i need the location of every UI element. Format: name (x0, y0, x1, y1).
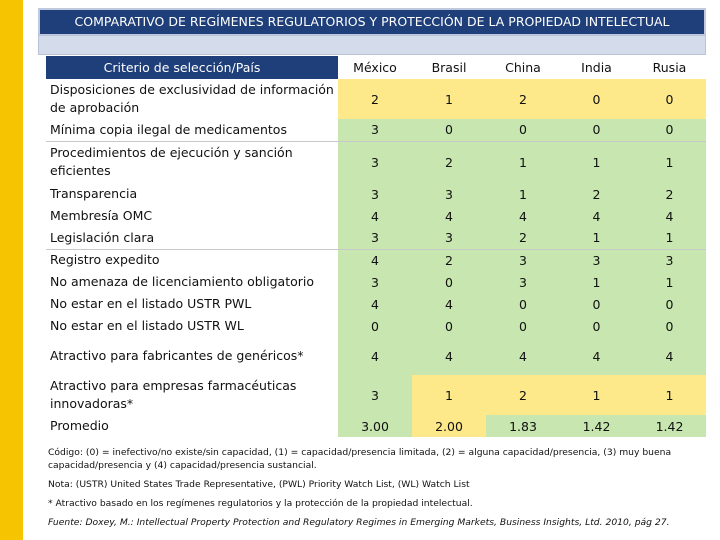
score-cell: 0 (412, 271, 486, 293)
score-cell: 0 (338, 315, 412, 337)
score-cell: 3.00 (338, 415, 412, 437)
score-cell: 3 (338, 141, 412, 183)
score-cell: 0 (560, 293, 633, 315)
subtitle-bar (38, 35, 706, 55)
score-cell: 4 (338, 337, 412, 375)
criterion-label: Atractivo para empresas farmacéuticas innovadoras* (46, 375, 338, 415)
score-cell: 3 (412, 183, 486, 205)
score-cell: 0 (486, 293, 560, 315)
country-header: India (560, 56, 633, 79)
code-note: Código: (0) = inefectivo/no existe/sin capacidad, (1) = capacidad/presencia limitada, (2) = alguna capacidad/presencia, (3) muy buena capacidad/presencia y (4) capacidad/presencia sustancial. (48, 447, 672, 471)
table-row (46, 141, 706, 183)
score-cell: 2 (560, 183, 633, 205)
score-cell: 1 (486, 141, 560, 183)
score-cell: 4 (338, 249, 412, 271)
country-header: México (338, 56, 412, 79)
table-row (46, 79, 706, 119)
score-cell: 1.42 (633, 415, 706, 437)
score-cell: 1 (633, 141, 706, 183)
score-cell: 0 (560, 79, 633, 119)
score-cell: 1 (486, 183, 560, 205)
criterion-label: Mínima copia ilegal de medicamentos (46, 119, 338, 141)
score-cell: 1 (560, 227, 633, 249)
score-cell: 2 (412, 141, 486, 183)
score-cell: 0 (486, 315, 560, 337)
score-cell: 0 (486, 119, 560, 141)
score-cell: 3 (338, 119, 412, 141)
country-header: Rusia (633, 56, 706, 79)
asterisk-note: * Atractivo basado en los regímenes regulatorios y la protección de la propiedad intelectual. (48, 498, 473, 509)
table-body (46, 79, 706, 437)
score-cell: 4 (560, 337, 633, 375)
table-row (46, 315, 706, 337)
score-cell: 4 (633, 205, 706, 227)
table-row (46, 183, 706, 205)
criterion-label: Membresía OMC (46, 205, 338, 227)
table-row (46, 415, 706, 437)
score-cell: 3 (633, 249, 706, 271)
score-cell: 1 (560, 271, 633, 293)
table-row (46, 337, 706, 375)
score-cell: 1.83 (486, 415, 560, 437)
table-row (46, 227, 706, 249)
score-cell: 3 (338, 271, 412, 293)
score-cell: 0 (412, 119, 486, 141)
table-row (46, 205, 706, 227)
score-cell: 0 (633, 119, 706, 141)
score-cell: 3 (412, 227, 486, 249)
score-cell: 0 (633, 315, 706, 337)
criterion-label: No amenaza de licenciamiento obligatorio (46, 271, 338, 293)
score-cell: 2 (412, 249, 486, 271)
score-cell: 4 (412, 205, 486, 227)
source-note: Fuente: Doxey, M.: Intellectual Property Protection and Regulatory Regimes in Emerging Markets, Business Insights, Ltd. 2010, pág 27. (48, 517, 670, 528)
page-title: COMPARATIVO DE REGÍMENES REGULATORIOS Y PROTECCIÓN DE LA PROPIEDAD INTELECTUAL (38, 8, 706, 36)
score-cell: 2 (338, 79, 412, 119)
table-row (46, 249, 706, 271)
score-cell: 3 (338, 375, 412, 415)
score-cell: 1 (412, 375, 486, 415)
score-cell: 2.00 (412, 415, 486, 437)
comparison-table (46, 56, 706, 437)
abbrev-note: Nota: (USTR) United States Trade Representative, (PWL) Priority Watch List, (WL) Watch List (48, 479, 470, 490)
accent-bar (0, 0, 23, 540)
table-row (46, 119, 706, 141)
score-cell: 2 (486, 375, 560, 415)
score-cell: 4 (486, 205, 560, 227)
score-cell: 1 (633, 271, 706, 293)
table-row (46, 271, 706, 293)
score-cell: 3 (338, 183, 412, 205)
table-header-row (46, 56, 706, 79)
score-cell: 2 (486, 79, 560, 119)
score-cell: 0 (633, 293, 706, 315)
score-cell: 1.42 (560, 415, 633, 437)
criterion-label: No estar en el listado USTR WL (46, 315, 338, 337)
criterion-label: No estar en el listado USTR PWL (46, 293, 338, 315)
score-cell: 3 (338, 227, 412, 249)
score-cell: 4 (338, 293, 412, 315)
score-cell: 4 (412, 337, 486, 375)
table-row (46, 293, 706, 315)
score-cell: 3 (486, 271, 560, 293)
criterion-label: Promedio (46, 415, 338, 437)
score-cell: 4 (560, 205, 633, 227)
criterion-label: Disposiciones de exclusividad de información de aprobación (46, 79, 338, 119)
score-cell: 2 (486, 227, 560, 249)
score-cell: 4 (486, 337, 560, 375)
score-cell: 1 (633, 227, 706, 249)
country-header: Brasil (412, 56, 486, 79)
score-cell: 4 (633, 337, 706, 375)
criterion-label: Atractivo para fabricantes de genéricos* (46, 337, 338, 375)
criterion-label: Legislación clara (46, 227, 338, 249)
score-cell: 4 (338, 205, 412, 227)
score-cell: 1 (633, 375, 706, 415)
score-cell: 3 (560, 249, 633, 271)
score-cell: 0 (560, 119, 633, 141)
criterion-label: Transparencia (46, 183, 338, 205)
score-cell: 2 (633, 183, 706, 205)
table-row (46, 375, 706, 415)
score-cell: 1 (560, 375, 633, 415)
score-cell: 4 (412, 293, 486, 315)
notes-section (48, 446, 708, 535)
criterion-label: Procedimientos de ejecución y sanción eficientes (46, 141, 338, 183)
score-cell: 0 (633, 79, 706, 119)
criterion-header: Criterio de selección/País (46, 56, 338, 79)
score-cell: 0 (560, 315, 633, 337)
score-cell: 0 (412, 315, 486, 337)
country-header: China (486, 56, 560, 79)
criterion-label: Registro expedito (46, 249, 338, 271)
score-cell: 1 (412, 79, 486, 119)
score-cell: 1 (560, 141, 633, 183)
score-cell: 3 (486, 249, 560, 271)
